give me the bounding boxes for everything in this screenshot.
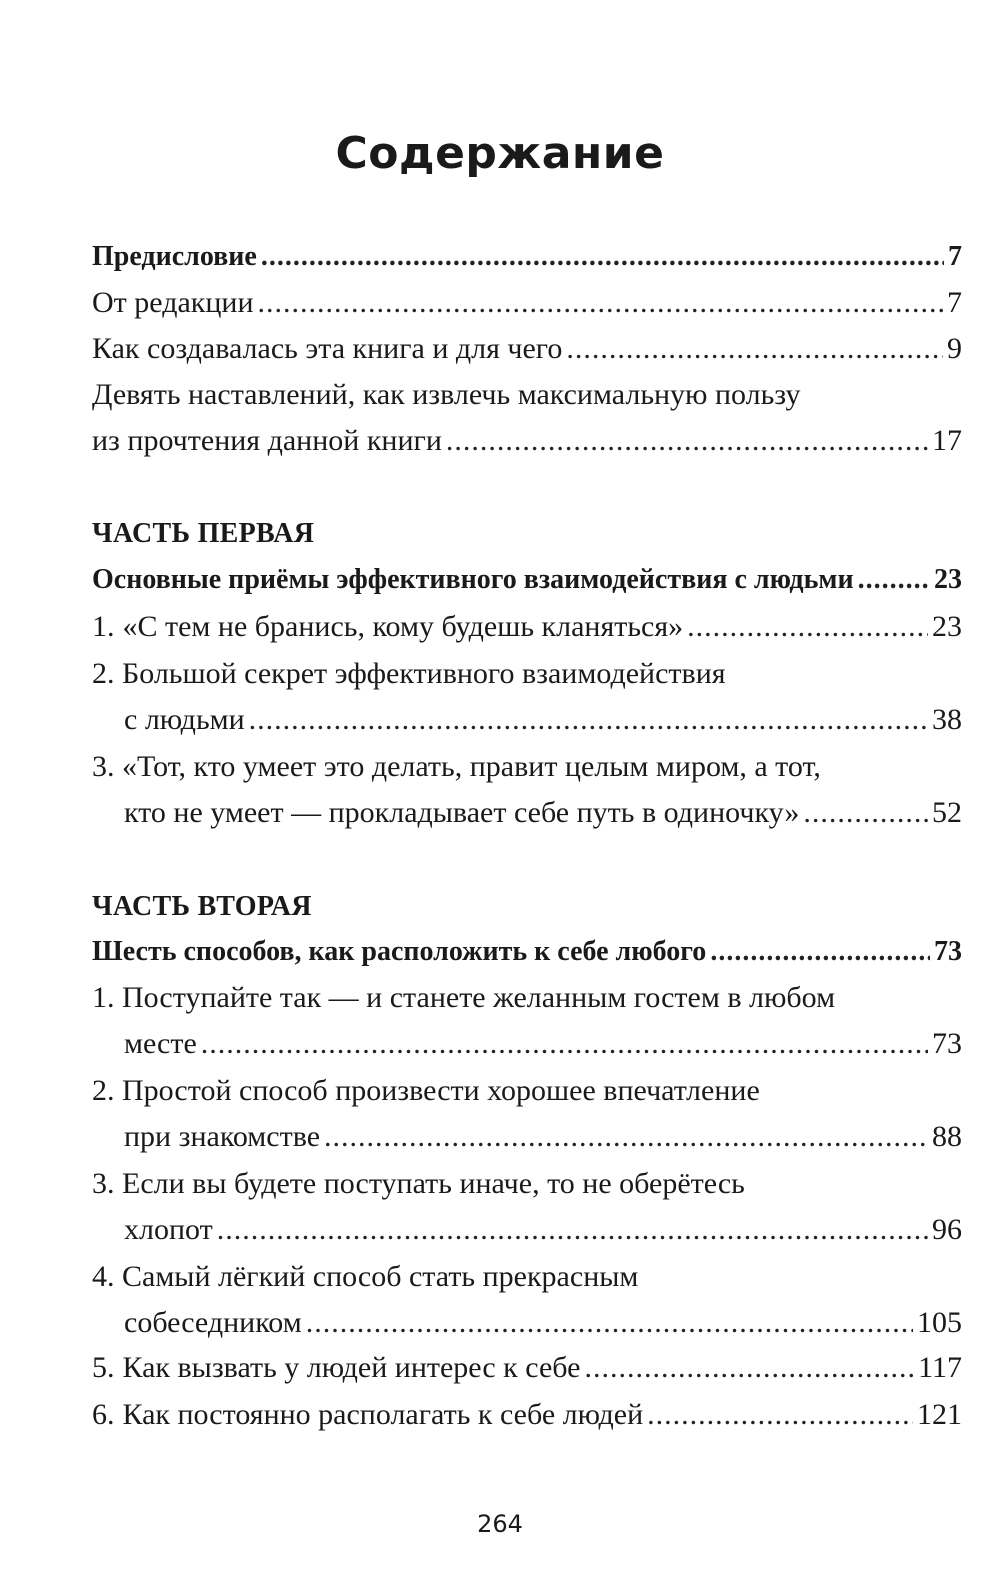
dot-leader [647,1395,913,1435]
toc-entry[interactable] [124,700,962,740]
dot-leader [584,1348,914,1388]
toc-entry[interactable] [124,1024,962,1064]
dot-leader [261,237,944,277]
toc-entry-number: 4. [92,1260,115,1293]
dot-leader [217,1210,928,1250]
toc-entry-label: «Тот, кто умеет это делать, правит целым миром, а тот, [122,750,821,783]
dot-leader [324,1117,928,1157]
toc-entry-label: Шесть способов, как расположить к себе любого [92,936,707,967]
toc-entry[interactable] [124,1117,962,1157]
toc-entry-label: Самый лёгкий способ стать прекрасным [122,1260,639,1293]
toc-entry-part2-chapter[interactable] [92,932,962,972]
toc-entry-number: 3. [92,750,115,783]
toc-page-number: 117 [918,1351,962,1384]
toc-entry-line[interactable]: Девять наставлений, как извлечь максимальную пользу [92,378,801,411]
dot-leader [306,1303,913,1343]
toc-page-number: 88 [932,1120,962,1153]
dot-leader [249,700,928,740]
toc-entry-label: месте [124,1027,197,1060]
toc-entry-label: «С тем не бранись, кому будешь кланяться» [122,610,684,643]
toc-page-number: 52 [932,796,962,829]
dot-leader [201,1024,928,1064]
toc-entry-label: из прочтения данной книги [92,424,442,457]
dot-leader [803,793,928,833]
toc-entry-label: Как создавалась эта книга и для чего [92,332,563,365]
dot-leader [446,421,928,461]
toc-page-number: 9 [947,332,962,365]
toc-entry-label: при знакомстве [124,1120,321,1153]
dot-leader [566,329,943,369]
toc-entry[interactable] [92,329,962,369]
toc-entry[interactable] [92,283,962,323]
toc-page-number: 38 [932,703,962,736]
dot-leader [710,932,930,972]
toc-entry[interactable] [92,1348,962,1388]
toc-entry-number: 6. [92,1398,115,1431]
toc-page-number: 105 [917,1306,962,1339]
toc-entry-part1-chapter[interactable] [92,560,962,600]
toc-entry[interactable] [92,607,962,647]
page-number-footer: 264 [477,1510,523,1538]
toc-page-number: 7 [947,286,962,319]
toc-page-number: 73 [932,1027,962,1060]
toc-entry[interactable] [92,421,962,461]
page-title: Содержание [335,128,665,179]
toc-entry-label: с людьми [124,703,245,736]
toc-page-number: 121 [917,1398,962,1431]
toc-entry-preface[interactable] [92,237,962,277]
dot-leader [687,607,928,647]
toc-entry-label: Как постоянно располагать к себе людей [122,1398,644,1431]
toc-entry-label: Простой способ произвести хорошее впечатление [122,1074,760,1107]
toc-entry-number: 3. [92,1167,115,1200]
toc-entry-label: От редакции [92,286,254,319]
dot-leader [858,560,930,600]
toc-entry[interactable] [124,1303,962,1343]
toc-entry[interactable] [92,1395,962,1435]
toc-entry-line[interactable] [92,1071,760,1111]
toc-entry-label: Предисловие [92,241,257,272]
dot-leader [258,283,943,323]
toc-entry-label: Основные приёмы эффективного взаимодействия с людьми [92,564,854,595]
toc-entry-label: кто не умеет — прокладывает себе путь в одиночку» [124,796,800,829]
toc-entry-line[interactable] [92,654,726,694]
toc-page-number: 23 [932,610,962,643]
toc-entry-number: 2. [92,1074,115,1107]
part-heading-1: ЧАСТЬ ПЕРВАЯ [92,518,315,549]
toc-page-number: 17 [932,424,962,457]
toc-entry-label: Если вы будете поступать иначе, то не оберётесь [122,1167,745,1200]
toc-entry-number: 5. [92,1351,115,1384]
toc-entry[interactable] [124,793,962,833]
toc-entry-number: 1. [92,981,115,1014]
toc-entry-number: 2. [92,657,115,690]
toc-entry-label: собеседником [124,1306,302,1339]
toc-entry-label: Как вызвать у людей интерес к себе [122,1351,581,1384]
toc-entry-line[interactable] [92,978,835,1018]
toc-entry-label: Большой секрет эффективного взаимодействия [122,657,726,690]
toc-entry-label: Поступайте так — и станете желанным гостем в любом [122,981,836,1014]
toc-entry-label: хлопот [124,1213,213,1246]
toc-entry[interactable] [124,1210,962,1250]
toc-page-number: 23 [934,564,962,595]
part-heading-2: ЧАСТЬ ВТОРАЯ [92,891,312,922]
toc-page-number: 96 [932,1213,962,1246]
toc-entry-line[interactable] [92,1164,745,1204]
toc-entry-number: 1. [92,610,115,643]
toc-page-number: 7 [948,241,962,272]
toc-entry-line[interactable] [92,1257,638,1297]
toc-page-number: 73 [934,936,962,967]
toc-entry-line[interactable] [92,747,821,787]
